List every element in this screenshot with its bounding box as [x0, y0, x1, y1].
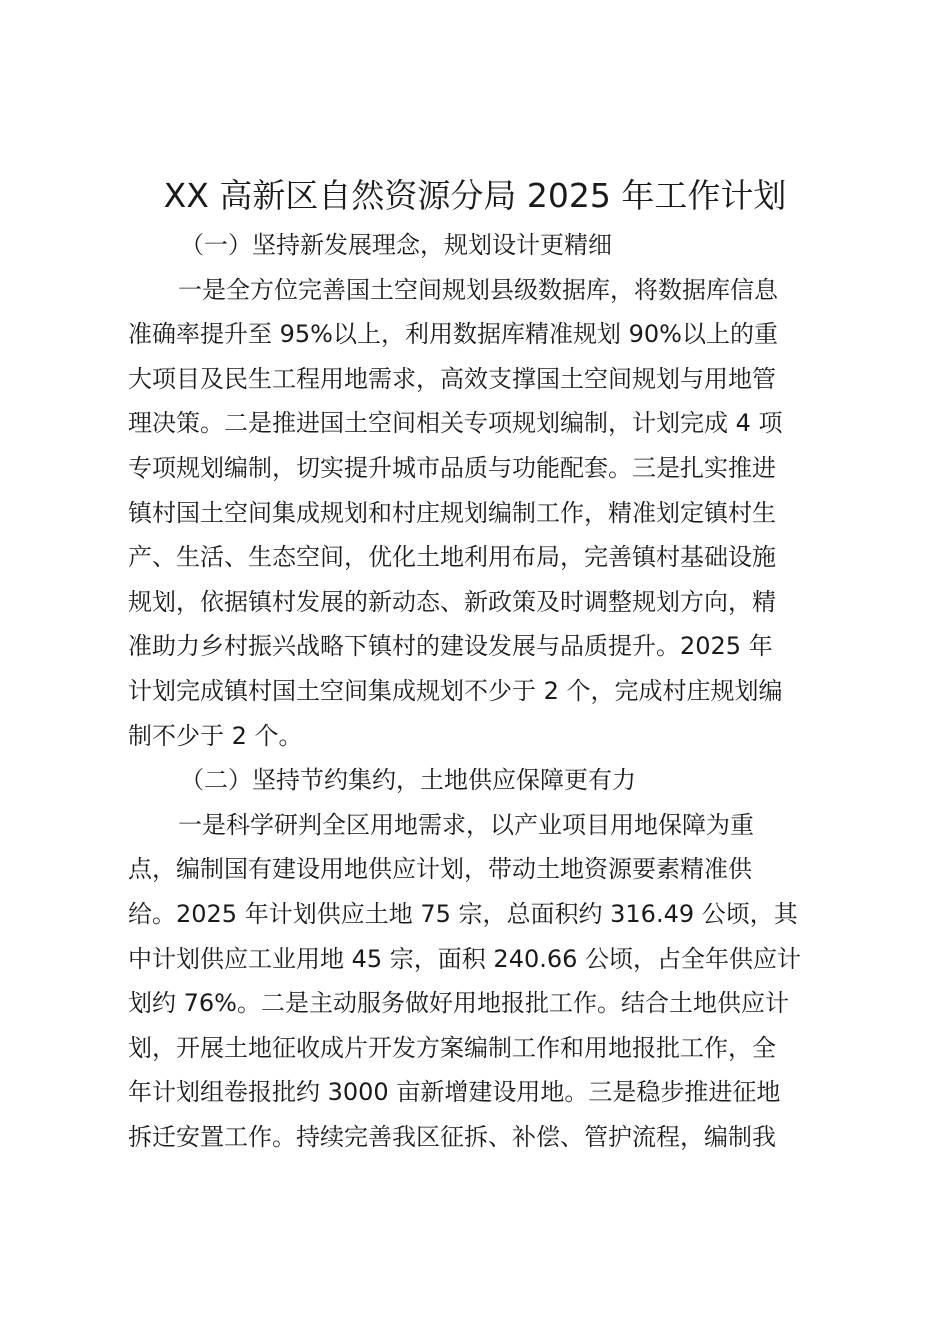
paragraph-line: 年计划组卷报批约 3000 亩新增建设用地。三是稳步推进征地 — [128, 1078, 781, 1107]
paragraph-line: 计划完成镇村国土空间集成规划不少于 2 个，完成村庄规划编 — [128, 676, 783, 705]
section-paragraph-2 — [128, 803, 822, 1160]
paragraph-line: 划，开展土地征收成片开发方案编制工作和用地报批工作，全 — [128, 1033, 776, 1062]
paragraph-line: 专项规划编制，切实提升城市品质与功能配套。三是扎实推进 — [128, 453, 776, 482]
paragraph-line: 拆迁安置工作。持续完善我区征拆、补偿、管护流程，编制我 — [128, 1122, 776, 1151]
paragraph-line: 理决策。二是推进国土空间相关专项规划编制，计划完成 4 项 — [128, 409, 783, 438]
paragraph-line: 一是全方位完善国土空间规划县级数据库，将数据库信息 — [178, 275, 778, 304]
paragraph-line: 制不少于 2 个。 — [128, 721, 303, 750]
paragraph-line: 大项目及民生工程用地需求，高效支撑国土空间规划与用地管 — [128, 364, 776, 393]
paragraph-line: 划约 76%。二是主动服务做好用地报批工作。结合土地供应计 — [128, 989, 789, 1018]
paragraph-line: 准助力乡村振兴战略下镇村的建设发展与品质提升。2025 年 — [128, 632, 773, 661]
paragraph-line: 准确率提升至 95%以上，利用数据库精准规划 90%以上的重 — [128, 320, 778, 349]
section-heading-1: （一）坚持新发展理念，规划设计更精细 — [180, 231, 612, 259]
paragraph-line: 中计划供应工业用地 45 宗，面积 240.66 公顷，占全年供应计 — [128, 944, 802, 973]
section-paragraph-1 — [128, 268, 822, 759]
paragraph-line: 点，编制国有建设用地供应计划，带动土地资源要素精准供 — [128, 855, 752, 884]
paragraph-line: 镇村国土空间集成规划和村庄规划编制工作，精准划定镇村生 — [128, 498, 776, 527]
section-heading-2: （二）坚持节约集约，土地供应保障更有力 — [180, 766, 636, 795]
paragraph-line: 规划，依据镇村发展的新动态、新政策及时调整规划方向，精 — [128, 587, 776, 616]
paragraph-line: 给。2025 年计划供应土地 75 宗，总面积约 316.49 公顷，其 — [128, 899, 798, 928]
paragraph-line: 产、生活、生态空间，优化土地利用布局，完善镇村基础设施 — [128, 543, 776, 572]
document-body — [128, 223, 822, 1159]
document-title: XX 高新区自然资源分局 2025 年工作计划 — [163, 176, 787, 215]
paragraph-line: 一是科学研判全区用地需求，以产业项目用地保障为重 — [178, 810, 754, 839]
